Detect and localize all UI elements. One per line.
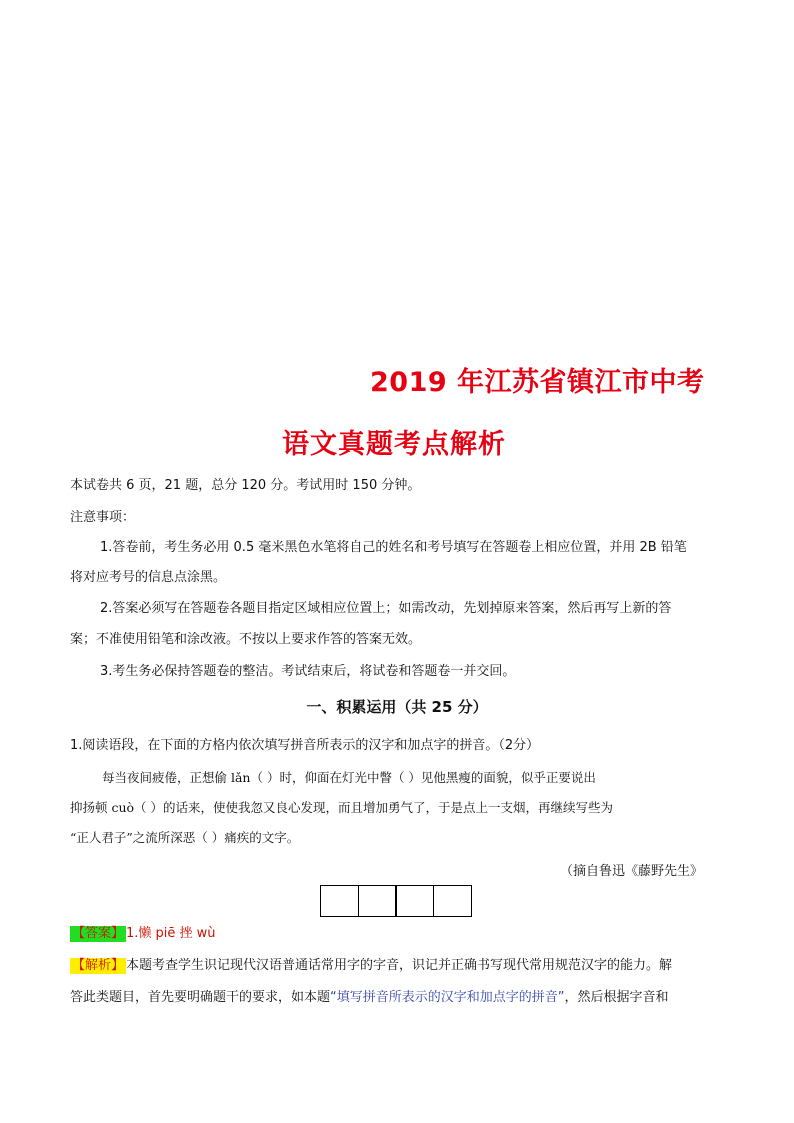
section-title: 一、积累运用（共 25 分） xyxy=(306,698,488,716)
passage-line-b: 抑扬顿 cuò（ ）的话来，使使我忽又良心发现，而且增加勇气了，于是点上一支烟，再继续写些为 xyxy=(70,800,614,815)
answer-box[interactable] xyxy=(320,885,359,917)
notice-2-line-a: 2.答案必须写在答题卷各题目指定区域相应位置上；如需改动，先划掉原来答案，然后再写上新的答 xyxy=(100,601,672,616)
answer-box[interactable] xyxy=(395,885,434,917)
analysis-line-a: 本题考查学生识记现代汉语普通话常用字的字音，识记并正确书写现代常用规范汉字的能力。解 xyxy=(126,958,673,973)
notice-1-line-a: 1.答卷前，考生务必用 0.5 毫米黑色水笔将自己的姓名和考号填写在答题卷上相应位置，并用 2B 铅笔 xyxy=(100,540,687,555)
analysis-line-b-post: ，然后根据字音和 xyxy=(564,990,669,1005)
analysis-row-b xyxy=(70,990,669,1006)
analysis-tag: 【解析】 xyxy=(72,958,125,973)
analysis-quote: “填写拼音所表示的汉字和加点字的拼音” xyxy=(330,990,565,1005)
answer-box[interactable] xyxy=(433,885,472,917)
title-line-2: 语文真题考点解析 xyxy=(282,429,506,460)
passage-line-a: 每当夜间疲倦，正想偷 lǎn（ ）时，仰面在灯光中瞥（ ）见他黑瘦的面貌，似乎正要说出 xyxy=(102,770,596,785)
exam-summary: 本试卷共 6 页，21 题，总分 120 分。考试用时 150 分钟。 xyxy=(70,478,421,493)
answer-boxes xyxy=(320,885,472,917)
answer-text: 1.懒 piē 挫 wù xyxy=(126,926,216,941)
notice-3: 3.考生务必保持答题卷的整洁。考试结束后，将试卷和答题卷一并交回。 xyxy=(100,664,516,679)
passage-source: （摘自鲁迅《藤野先生》 xyxy=(560,864,704,879)
analysis-line-b-pre: 答此类题目，首先要明确题干的要求，如本题 xyxy=(70,990,331,1005)
question-1-prompt: 1.阅读语段，在下面的方格内依次填写拼音所表示的汉字和加点字的拼音。（2分） xyxy=(70,738,540,753)
notice-label: 注意事项： xyxy=(70,510,136,525)
answer-box[interactable] xyxy=(358,885,397,917)
analysis-row-a xyxy=(70,958,672,974)
passage-line-c: “正人君子”之流所深恶（ ）痛疾的文字。 xyxy=(70,830,300,845)
answer-row xyxy=(70,926,216,942)
notice-1-line-b: 将对应考号的信息点涂黑。 xyxy=(70,570,227,585)
title-line-1: 2019 年江苏省镇江市中考 xyxy=(370,367,705,398)
notice-2-line-b: 案；不准使用铅笔和涂改液。不按以上要求作答的答案无效。 xyxy=(70,632,422,647)
answer-tag: 【答案】 xyxy=(72,926,125,941)
